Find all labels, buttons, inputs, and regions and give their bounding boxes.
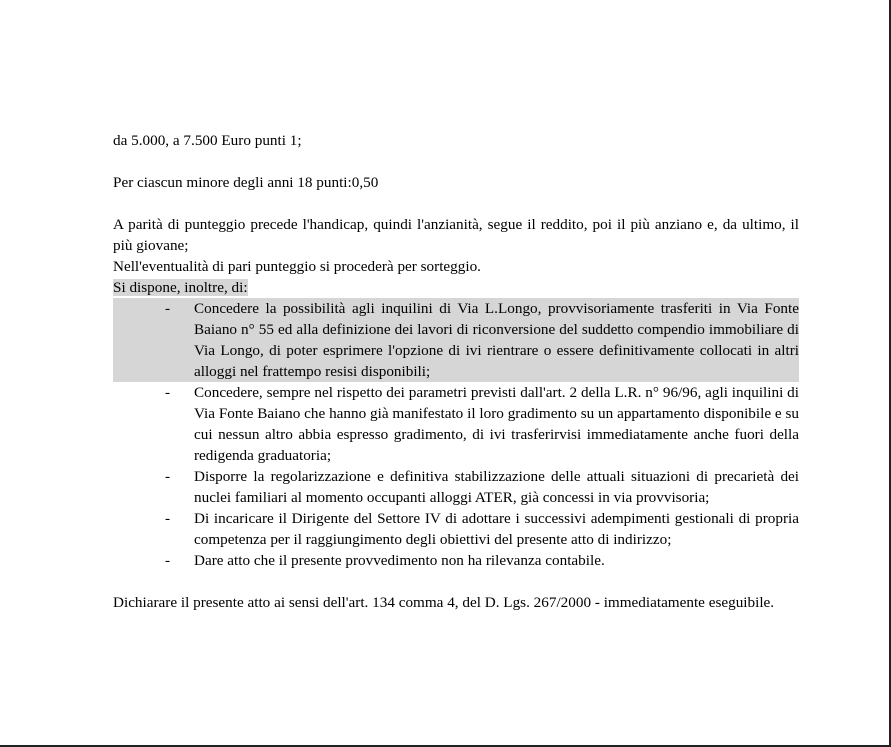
list-item — [113, 466, 799, 508]
dispositions-list — [113, 298, 799, 571]
tie-break-rule: A parità di punteggio precede l'handicap, quindi l'anzianità, segue il reddito, poi il più anziano e, da ultimo, il più giovane; — [113, 216, 799, 254]
list-item — [113, 508, 799, 550]
list-item-text: Concedere, sempre nel rispetto dei parametri previsti dall'art. 2 della L.R. n° 96/96, agli inquilini di Via Fonte Baiano che hanno già manifestato il loro gradimento su un appartamento disponibile e su cui nessun altro abbia espresso gradimento, di ivi trasferirvisi immediatamente anche fuori della redigenda graduatoria; — [194, 384, 799, 464]
bullet-dash: - — [165, 300, 171, 317]
dispositions-heading: Si dispone, inoltre, di: — [113, 279, 248, 296]
minors-points-line: Per ciascun minore degli anni 18 punti:0,50 — [113, 174, 379, 191]
enforceability-statement: Dichiarare il presente atto ai sensi dell'art. 134 comma 4, del D. Lgs. 267/2000 - immediatamente eseguibile. — [113, 594, 775, 611]
income-band-line: da 5.000, a 7.500 Euro punti 1; — [113, 132, 302, 149]
lottery-rule: Nell'eventualità di pari punteggio si procederà per sorteggio. — [113, 258, 481, 275]
list-item — [113, 382, 799, 466]
bullet-dash: - — [165, 552, 171, 569]
list-item-text: Di incaricare il Dirigente del Settore IV di adottare i successivi adempimenti gestionali di propria competenza per il raggiungimento degli obiettivi del presente atto di indirizzo; — [194, 510, 799, 548]
list-item-text: Disporre la regolarizzazione e definitiva stabilizzazione delle attuali situazioni di precarietà dei nuclei familiari al momento occupanti alloggi ATER, già concessi in via provvisoria; — [194, 468, 799, 506]
document-body — [113, 130, 799, 613]
list-item-text: Concedere la possibilità agli inquilini di Via L.Longo, provvisoriamente trasferiti in Via Fonte Baiano n° 55 ed alla definizione dei lavori di riconversione del suddetto compendio immobiliare di Via Longo, di poter esprimere l'opzione di ivi rientrare o essere definitivamente collocati in altri alloggi nel frattempo resisi disponibili; — [194, 300, 799, 380]
list-item-text: Dare atto che il presente provvedimento non ha rilevanza contabile. — [194, 552, 605, 569]
list-item — [113, 550, 799, 571]
bullet-dash: - — [165, 384, 171, 401]
bullet-dash: - — [165, 468, 171, 485]
list-item — [113, 298, 799, 382]
bullet-dash: - — [165, 510, 171, 527]
